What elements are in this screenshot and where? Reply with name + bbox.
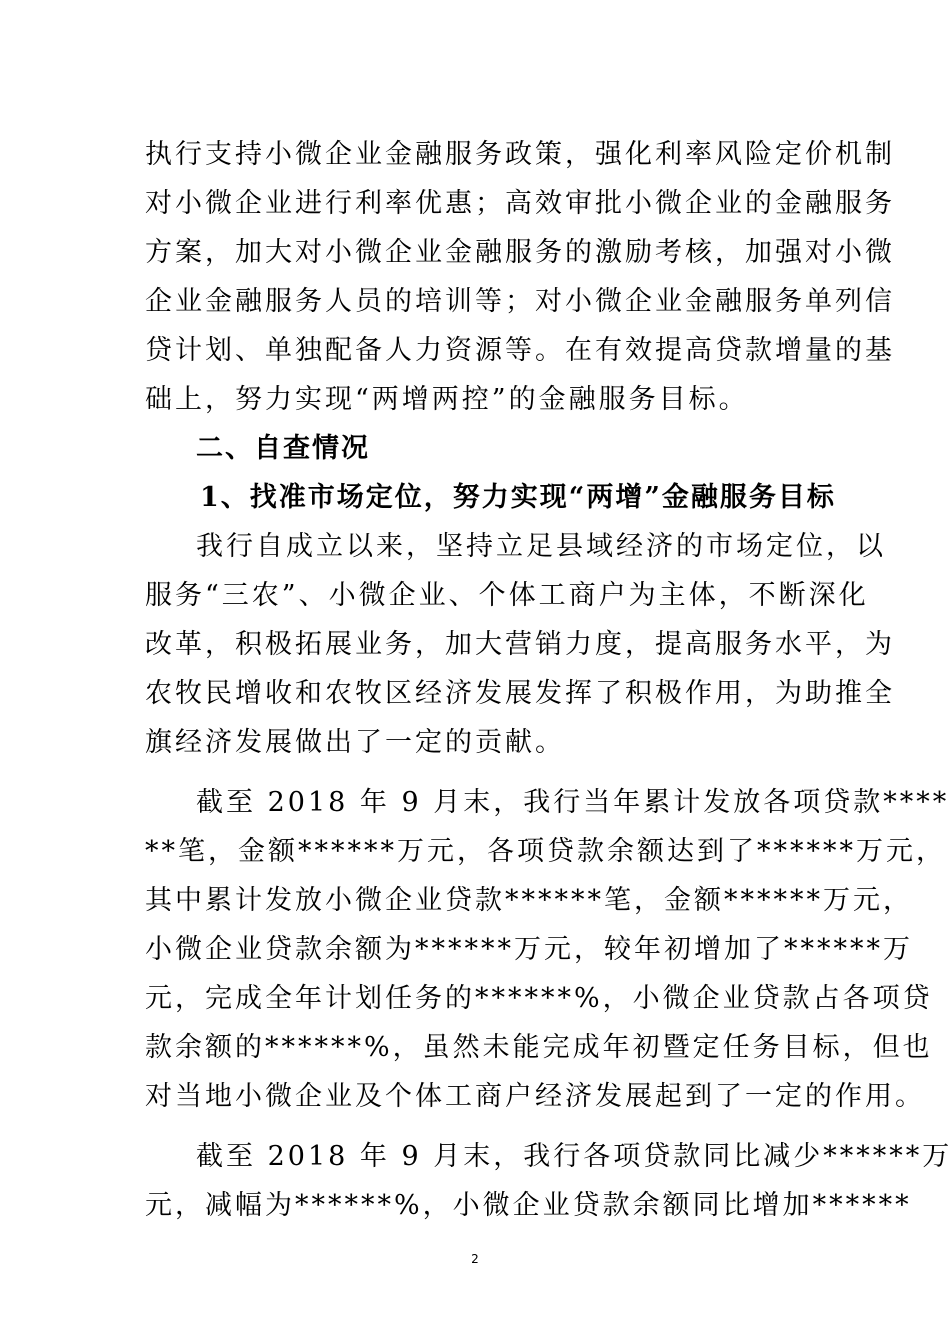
paragraph-line: 旗经济发展做出了一定的贡献。 — [145, 727, 565, 758]
paragraph-line: **笔，金额******万元，各项贷款余额达到了******万元， — [145, 836, 946, 867]
paragraph-line: 服务“三农”、小微企业、个体工商户为主体，不断深化 — [145, 580, 869, 611]
paragraph-line: 企业金融服务人员的培训等；对小微企业金融服务单列信 — [145, 286, 895, 317]
section-heading: 二、自查情况 — [196, 433, 370, 464]
paragraph-line: 截至 2018 年 9 月末，我行当年累计发放各项贷款**** — [196, 787, 950, 818]
subsection-heading: 1、找准市场定位，努力实现“两增”金融服务目标 — [200, 482, 836, 513]
paragraph-line: 元，完成全年计划任务的******%，小微企业贷款占各项贷 — [145, 983, 933, 1014]
paragraph-line: 元，减幅为******%，小微企业贷款余额同比增加****** — [145, 1190, 912, 1221]
paragraph-line: 对小微企业进行利率优惠；高效审批小微企业的金融服务 — [145, 188, 895, 219]
paragraph-line: 款余额的******%，虽然未能完成年初暨定任务目标，但也 — [145, 1032, 933, 1063]
paragraph-line: 础上，努力实现“两增两控”的金融服务目标。 — [145, 384, 749, 415]
page-number: 2 — [471, 1252, 479, 1266]
paragraph-line: 小微企业贷款余额为******万元，较年初增加了******万 — [145, 934, 913, 965]
paragraph-line: 贷计划、单独配备人力资源等。在有效提高贷款增量的基 — [145, 335, 895, 366]
paragraph-line: 对当地小微企业及个体工商户经济发展起到了一定的作用。 — [145, 1081, 925, 1112]
paragraph-line: 其中累计发放小微企业贷款******笔，金额******万元， — [145, 885, 913, 916]
paragraph-line: 执行支持小微企业金融服务政策，强化利率风险定价机制 — [145, 139, 895, 170]
paragraph-line: 改革，积极拓展业务，加大营销力度，提高服务水平，为 — [145, 629, 895, 660]
paragraph-line: 农牧民增收和农牧区经济发展发挥了积极作用，为助推全 — [145, 678, 895, 709]
paragraph-line: 方案，加大对小微企业金融服务的激励考核，加强对小微 — [145, 237, 895, 268]
paragraph-line: 截至 2018 年 9 月末，我行各项贷款同比减少******万 — [196, 1141, 952, 1172]
paragraph-line: 我行自成立以来，坚持立足县域经济的市场定位，以 — [196, 531, 886, 562]
